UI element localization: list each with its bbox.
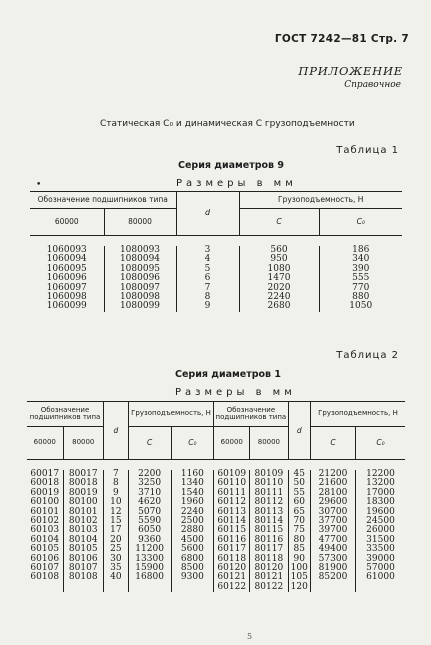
col-designation: Обозначение подшипников типа bbox=[30, 192, 176, 209]
table1 bbox=[30, 191, 402, 315]
cell-type-80000-right: 80109 bbox=[250, 470, 288, 479]
cell-type-60000-right: 60115 bbox=[214, 526, 250, 535]
empty-cell bbox=[104, 583, 129, 592]
cell-type-60000: 1060094 bbox=[30, 255, 104, 264]
cell-type-60000-left: 60106 bbox=[27, 555, 63, 564]
cell-type-60000-left: 60105 bbox=[27, 545, 63, 554]
appendix-note: Справочное bbox=[344, 80, 401, 90]
cell-type-80000-right: 80120 bbox=[250, 564, 288, 573]
cell-c0: 1050 bbox=[349, 301, 373, 312]
cell-c0-right: 39000 bbox=[366, 553, 395, 564]
cell-type-60000-left: 60100 bbox=[27, 498, 63, 507]
cell-d-left: 17 bbox=[104, 526, 129, 535]
cell-c-right: 37700 bbox=[311, 517, 356, 526]
cell-c0-right: 61000 bbox=[366, 572, 395, 583]
cell-c0-right: 33500 bbox=[366, 544, 395, 555]
cell-type-80000-left: 80102 bbox=[63, 517, 104, 526]
cell-c-left: 16800 bbox=[128, 573, 171, 582]
cell-c0-left: 1540 bbox=[171, 489, 214, 498]
cell-c0-left: 8500 bbox=[171, 564, 214, 573]
cell-type-80000-right: 80112 bbox=[250, 498, 288, 507]
cell-type-80000-left: 80101 bbox=[63, 508, 104, 517]
table1-series: Серия диаметров 9 bbox=[178, 160, 284, 171]
cell-c-left: 11200 bbox=[128, 545, 171, 554]
cell-type-80000-left: 80103 bbox=[63, 526, 104, 535]
cell-d-right: 70 bbox=[288, 517, 311, 526]
cell-type-60000: 1060098 bbox=[30, 293, 104, 302]
cell-type-80000-left: 80100 bbox=[63, 498, 104, 507]
cell-c0-left: 5600 bbox=[171, 545, 214, 554]
cell-type-60000: 1060096 bbox=[30, 274, 104, 283]
table-row bbox=[27, 573, 405, 582]
cell-type-60000-right: 60112 bbox=[214, 498, 250, 507]
document-title: Статическая C₀ и динамическая C грузоподъемности bbox=[100, 119, 355, 129]
cell-type-80000-left: 80105 bbox=[63, 545, 104, 554]
cell-c: 950 bbox=[239, 255, 319, 264]
table1-sizes: Размеры в мм bbox=[176, 178, 297, 189]
cell-d-right: 75 bbox=[288, 526, 311, 535]
cell-c0: 770 bbox=[352, 282, 370, 293]
t2-col-d-left: d bbox=[104, 402, 129, 460]
cell-type-80000-right: 80121 bbox=[250, 573, 288, 582]
cell-c: 560 bbox=[239, 246, 319, 255]
cell-type-60000-right: 60113 bbox=[214, 508, 250, 517]
cell-type-60000: 1060099 bbox=[30, 302, 104, 311]
cell-c0-left: 1160 bbox=[171, 470, 214, 479]
cell-type-80000-left: 80019 bbox=[63, 489, 104, 498]
cell-type-60000-right: 60122 bbox=[214, 583, 250, 592]
cell-c0: 186 bbox=[352, 245, 370, 255]
cell-c: 2240 bbox=[239, 293, 319, 302]
cell-c0: 880 bbox=[352, 292, 370, 303]
cell-d: 4 bbox=[176, 255, 239, 264]
cell-d-left: 35 bbox=[104, 564, 129, 573]
t2-col-c0-right: C₀ bbox=[376, 438, 385, 448]
cell-type-80000-left: 80107 bbox=[63, 564, 104, 573]
cell-c-right: 47700 bbox=[311, 536, 356, 545]
cell-type-80000-left: 80018 bbox=[63, 479, 104, 488]
empty-cell bbox=[128, 583, 171, 592]
cell-type-80000-right: 80111 bbox=[250, 489, 288, 498]
cell-type-60000-left: 60101 bbox=[27, 508, 63, 517]
cell-d-right: 105 bbox=[288, 573, 311, 582]
cell-c-right: 39700 bbox=[311, 526, 356, 535]
cell-c-left: 3710 bbox=[128, 489, 171, 498]
table-row bbox=[27, 583, 405, 592]
cell-c-left: 5070 bbox=[128, 508, 171, 517]
cell-c0-left: 2880 bbox=[171, 526, 214, 535]
cell-c: 2020 bbox=[239, 284, 319, 293]
cell-type-60000-right: 60111 bbox=[214, 489, 250, 498]
cell-d-left: 9 bbox=[104, 489, 129, 498]
t2-col-type-80000-right: 80000 bbox=[250, 427, 288, 460]
cell-c-right: 81900 bbox=[311, 564, 356, 573]
cell-c: 2680 bbox=[239, 302, 319, 311]
cell-d-left: 20 bbox=[104, 536, 129, 545]
cell-c-left: 15900 bbox=[128, 564, 171, 573]
t2-col-designation-left: Обозначение подшипников типа bbox=[27, 402, 104, 427]
table2-label: Таблица 2 bbox=[336, 350, 399, 361]
cell-c0-left: 6800 bbox=[171, 555, 214, 564]
t2-col-type-60000-right: 60000 bbox=[214, 427, 250, 460]
t2-col-capacity-right: Грузоподъемность, Н bbox=[311, 402, 406, 427]
cell-c-left: 2200 bbox=[128, 470, 171, 479]
cell-d: 9 bbox=[176, 302, 239, 311]
cell-c0-right: 18300 bbox=[366, 497, 395, 508]
cell-type-60000: 1060097 bbox=[30, 284, 104, 293]
col-capacity: Грузоподъемность, Н bbox=[239, 192, 402, 209]
cell-type-80000-left: 80106 bbox=[63, 555, 104, 564]
cell-type-60000-left: 60019 bbox=[27, 489, 63, 498]
cell-c0-left: 1960 bbox=[171, 498, 214, 507]
cell-d: 5 bbox=[176, 265, 239, 274]
table1-mark: • bbox=[36, 180, 42, 190]
cell-d-right: 50 bbox=[288, 479, 311, 488]
cell-c0: 390 bbox=[352, 263, 370, 274]
table2-sizes: Размеры в мм bbox=[175, 387, 296, 398]
cell-c-right: 49400 bbox=[311, 545, 356, 554]
cell-c0: 340 bbox=[352, 254, 370, 265]
cell-c0-left: 2500 bbox=[171, 517, 214, 526]
cell-type-80000-right: 80116 bbox=[250, 536, 288, 545]
cell-type-80000-left: 80017 bbox=[63, 470, 104, 479]
table1-label: Таблица 1 bbox=[336, 145, 399, 156]
cell-type-80000-right: 80114 bbox=[250, 517, 288, 526]
cell-type-60000-right: 60109 bbox=[214, 470, 250, 479]
cell-c: 1080 bbox=[239, 265, 319, 274]
cell-type-60000: 1060093 bbox=[30, 246, 104, 255]
cell-type-80000: 1080096 bbox=[104, 274, 176, 283]
empty-cell bbox=[63, 583, 104, 592]
cell-d: 7 bbox=[176, 284, 239, 293]
cell-type-60000-right: 60121 bbox=[214, 573, 250, 582]
cell-c-left: 9360 bbox=[128, 536, 171, 545]
cell-type-80000: 1080098 bbox=[104, 293, 176, 302]
empty-cell bbox=[171, 583, 214, 592]
cell-c0-left: 1340 bbox=[171, 479, 214, 488]
cell-d-right: 80 bbox=[288, 536, 311, 545]
cell-type-60000-left: 60103 bbox=[27, 526, 63, 535]
cell-c0-right: 19600 bbox=[366, 506, 395, 517]
cell-d-left: 25 bbox=[104, 545, 129, 554]
cell-type-60000-right: 60120 bbox=[214, 564, 250, 573]
cell-c-right: 21200 bbox=[311, 470, 356, 479]
table2-series: Серия диаметров 1 bbox=[175, 369, 281, 380]
empty-cell bbox=[27, 583, 63, 592]
col-type-80000: 80000 bbox=[104, 209, 176, 236]
cell-c0-right bbox=[356, 583, 406, 592]
t2-col-c0-left: C₀ bbox=[171, 427, 214, 460]
cell-type-80000: 1080099 bbox=[104, 302, 176, 311]
cell-type-80000: 1080094 bbox=[104, 255, 176, 264]
cell-d-right: 45 bbox=[288, 470, 311, 479]
table2 bbox=[27, 401, 405, 606]
col-c0: C₀ bbox=[356, 217, 365, 227]
cell-type-60000-right: 60118 bbox=[214, 555, 250, 564]
cell-d-right: 100 bbox=[288, 564, 311, 573]
t2-col-type-80000-left: 80000 bbox=[63, 427, 104, 460]
cell-c-left: 6050 bbox=[128, 526, 171, 535]
cell-c-right: 29600 bbox=[311, 498, 356, 507]
cell-type-60000-right: 60110 bbox=[214, 479, 250, 488]
cell-c0-right: 57000 bbox=[366, 563, 395, 574]
cell-c0-right: 17000 bbox=[366, 487, 395, 498]
cell-d-left: 7 bbox=[104, 470, 129, 479]
table-row bbox=[30, 302, 402, 311]
t2-col-d-right: d bbox=[288, 402, 311, 460]
cell-type-60000-left: 60018 bbox=[27, 479, 63, 488]
cell-d-right: 55 bbox=[288, 489, 311, 498]
cell-type-60000-left: 60108 bbox=[27, 573, 63, 582]
cell-c0-right: 13200 bbox=[366, 478, 395, 489]
t2-col-designation-right: Обозначение подшипников типа bbox=[214, 402, 288, 427]
cell-c-right: 28100 bbox=[311, 489, 356, 498]
cell-c0-right: 24500 bbox=[366, 516, 395, 527]
cell-d-right: 90 bbox=[288, 555, 311, 564]
cell-d-left: 30 bbox=[104, 555, 129, 564]
cell-d-left: 40 bbox=[104, 573, 129, 582]
cell-c-right: 21600 bbox=[311, 479, 356, 488]
col-c: C bbox=[239, 209, 319, 236]
t2-col-type-60000-left: 60000 bbox=[27, 427, 63, 460]
cell-d-left: 8 bbox=[104, 479, 129, 488]
cell-d-right: 65 bbox=[288, 508, 311, 517]
cell-c-left: 3250 bbox=[128, 479, 171, 488]
cell-c0-right: 12200 bbox=[366, 469, 395, 479]
cell-type-60000-right: 60116 bbox=[214, 536, 250, 545]
cell-c-right: 57300 bbox=[311, 555, 356, 564]
cell-d: 8 bbox=[176, 293, 239, 302]
cell-c-left: 4620 bbox=[128, 498, 171, 507]
cell-c0-right: 26000 bbox=[366, 525, 395, 536]
cell-type-80000-right: 80115 bbox=[250, 526, 288, 535]
cell-type-80000-right: 80117 bbox=[250, 545, 288, 554]
cell-type-80000-right: 80122 bbox=[250, 583, 288, 592]
col-type-60000: 60000 bbox=[30, 209, 104, 236]
cell-d-right: 60 bbox=[288, 498, 311, 507]
cell-type-80000-left: 80104 bbox=[63, 536, 104, 545]
cell-type-80000-right: 80110 bbox=[250, 479, 288, 488]
cell-c-right: 85200 bbox=[311, 573, 356, 582]
cell-type-60000-left: 60017 bbox=[27, 470, 63, 479]
cell-type-60000-left: 60107 bbox=[27, 564, 63, 573]
cell-d-left: 10 bbox=[104, 498, 129, 507]
cell-type-60000: 1060095 bbox=[30, 265, 104, 274]
cell-d: 3 bbox=[176, 246, 239, 255]
cell-d-left: 12 bbox=[104, 508, 129, 517]
cell-c: 1470 bbox=[239, 274, 319, 283]
cell-d: 6 bbox=[176, 274, 239, 283]
page-header: ГОСТ 7242—81 Стр. 7 bbox=[274, 33, 409, 45]
cell-type-60000-right: 60117 bbox=[214, 545, 250, 554]
t2-col-c-right: C bbox=[311, 427, 356, 460]
cell-c-left: 13300 bbox=[128, 555, 171, 564]
cell-d-right: 120 bbox=[288, 583, 311, 592]
cell-c0-left: 4500 bbox=[171, 536, 214, 545]
cell-c0-left: 2240 bbox=[171, 508, 214, 517]
cell-c0: 555 bbox=[352, 273, 370, 284]
cell-type-80000: 1080095 bbox=[104, 265, 176, 274]
cell-type-60000-right: 60114 bbox=[214, 517, 250, 526]
cell-type-80000-right: 80118 bbox=[250, 555, 288, 564]
cell-type-80000: 1080093 bbox=[104, 246, 176, 255]
cell-c-left: 5590 bbox=[128, 517, 171, 526]
cell-type-80000-left: 80108 bbox=[63, 573, 104, 582]
cell-type-60000-left: 60104 bbox=[27, 536, 63, 545]
cell-d-left: 15 bbox=[104, 517, 129, 526]
cell-type-60000-left: 60102 bbox=[27, 517, 63, 526]
footer-mark: 5 bbox=[247, 632, 253, 641]
cell-type-80000-right: 80113 bbox=[250, 508, 288, 517]
cell-c-right: 30700 bbox=[311, 508, 356, 517]
col-d: d bbox=[176, 192, 239, 236]
cell-c0-left: 9300 bbox=[171, 573, 214, 582]
t2-col-capacity-left: Грузоподъемность, Н bbox=[128, 402, 214, 427]
cell-c0-right: 31500 bbox=[366, 534, 395, 545]
cell-type-80000: 1080097 bbox=[104, 284, 176, 293]
t2-col-c-left: C bbox=[128, 427, 171, 460]
cell-d-right: 85 bbox=[288, 545, 311, 554]
cell-c-right bbox=[311, 583, 356, 592]
appendix-title: ПРИЛОЖЕНИЕ bbox=[298, 64, 403, 78]
